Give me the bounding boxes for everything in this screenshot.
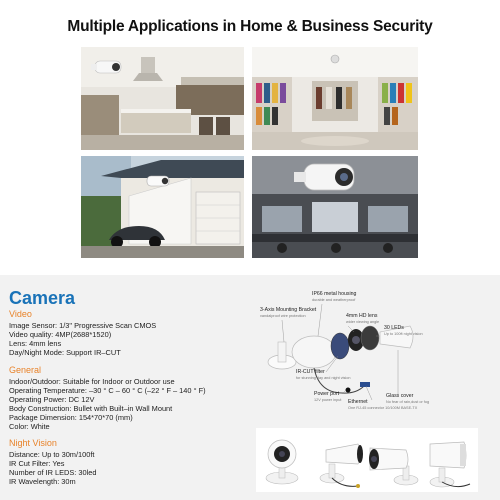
camera-thumbnail [420,428,478,492]
spec-line: Body Construction: Bullet with Built–in Wall Mount [9,404,173,413]
house-garage-photo [81,156,244,258]
spec-line: Indoor/Outdoor: Suitable for Indoor or Outdoor use [9,377,175,386]
camera-thumbnail [366,428,424,492]
spec-line: Package Dimension: 154*70*70 (mm) [9,413,133,422]
office-photo [252,156,418,258]
spec-line: IR Cut Filter: Yes [9,459,65,468]
camera-heading: Camera [9,288,76,308]
camera-exploded-diagram [252,290,430,420]
camera-thumbnail [256,428,314,492]
spec-line: IR Wavelength: 30m [9,477,76,486]
camera-thumbnail [314,428,372,492]
video-heading: Video [9,309,32,319]
callout-leds: 30 LEDs Up to 100ft night vision [384,325,423,336]
callout-power: Power port 12V power input [314,391,342,402]
callout-lens: 4mm HD lens wider viewing angle [346,313,380,324]
spec-line: Operating Temperature: –30 ° C – 60 ° C (–22 ° F – 140 ° F) [9,386,206,395]
kitchen-photo [81,47,244,150]
general-heading: General [9,365,42,375]
callout-ethernet: Ethernet One RJ-45 connector 10/100M BASE-TX [348,399,418,410]
spec-line: Video quality: 4MP(2688*1520) [9,330,112,339]
spec-line: Operating Power: DC 12V [9,395,95,404]
page-title: Multiple Applications in Home & Business Security [67,18,433,35]
spec-line: Distance: Up to 30m/100ft [9,450,95,459]
spec-line: Lens: 4mm lens [9,339,62,348]
callout-glass: Glass cover No fear of rain,dust or fog [386,393,430,404]
clothing-store-photo [252,47,418,150]
callout-ircut: IR-CUT filter for stunning day and night vision [296,369,351,380]
spec-line: Number of IR LEDS: 30led [9,468,97,477]
spec-line: Day/Night Mode: Support IR–CUT [9,348,121,357]
callout-bracket: 3-Axis Mounting Bracket vandalproof wire protection [260,307,317,318]
night-vision-heading: Night Vision [9,438,57,448]
callout-housing: IP66 metal housing durable and weatherproof [312,291,357,302]
spec-line: Image Sensor: 1/3" Progressive Scan CMOS [9,321,157,330]
spec-line: Color: White [9,422,50,431]
